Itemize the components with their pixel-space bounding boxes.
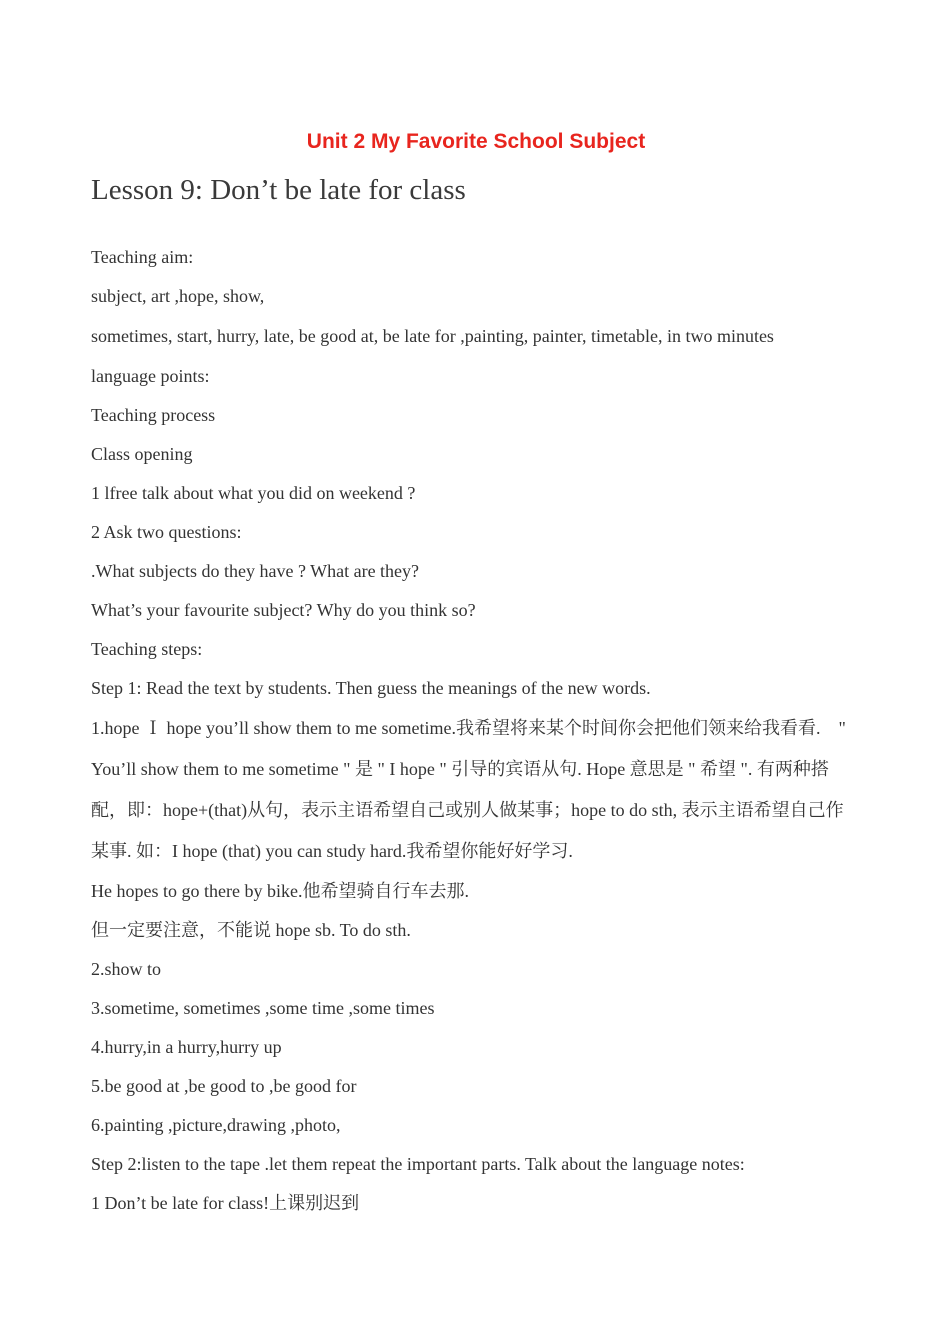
text-line: language points: <box>91 366 210 386</box>
text-line: sometimes, start, hurry, late, be good at, be late for ,painting, painter, timetable, in two minutes <box>91 326 774 346</box>
text-line: He hopes to go there by bike.他希望骑自行车去那. <box>91 881 469 901</box>
text-line: 3.sometime, sometimes ,some time ,some times <box>91 998 435 1018</box>
text-line: 4.hurry,in a hurry,hurry up <box>91 1037 282 1057</box>
text-line: Class opening <box>91 444 193 464</box>
body-text <box>91 238 861 1223</box>
text-line: Teaching process <box>91 405 216 425</box>
text-line: 1 lfree talk about what you did on weekend ? <box>91 483 416 503</box>
lesson-title: Lesson 9: Don’t be late for class <box>91 174 466 206</box>
text-line: Teaching steps: <box>91 639 203 659</box>
text-line: 1 Don’t be late for class!上课别迟到 <box>91 1193 360 1213</box>
hope-paragraph: 1.hope Ｉ hope you’ll show them to me sometime.我希望将来某个时间你会把他们领来给我看看. " You’ll show them to me sometime " 是 " I hope " 引导的宾语从句. Hope 意思是 " 希望 ". 有两种搭配，即：hope+(that)从句，表示主语希望自己或别人做某事；hope to do sth, 表示主语希望自己作某事. 如：I hope (that) you can study hard.我希望你能好好学习. <box>91 718 846 861</box>
text-line: 2 Ask two questions: <box>91 522 242 542</box>
text-line: 但一定要注意，不能说 hope sb. To do sth. <box>91 920 411 940</box>
unit-title: Unit 2 My Favorite School Subject <box>306 130 646 153</box>
text-line: Step 2:listen to the tape .let them repeat the important parts. Talk about the language notes: <box>91 1154 745 1174</box>
text-line: 5.be good at ,be good to ,be good for <box>91 1076 357 1096</box>
text-line: What’s your favourite subject? Why do you think so? <box>91 600 476 620</box>
text-line: 2.show to <box>91 959 162 979</box>
text-line: Step 1: Read the text by students. Then guess the meanings of the new words. <box>91 678 651 698</box>
text-line: Teaching aim: <box>91 247 194 267</box>
text-line: .What subjects do they have ? What are they? <box>91 561 420 581</box>
text-line: 6.painting ,picture,drawing ,photo, <box>91 1115 341 1135</box>
text-line: subject, art ,hope, show, <box>91 286 265 306</box>
